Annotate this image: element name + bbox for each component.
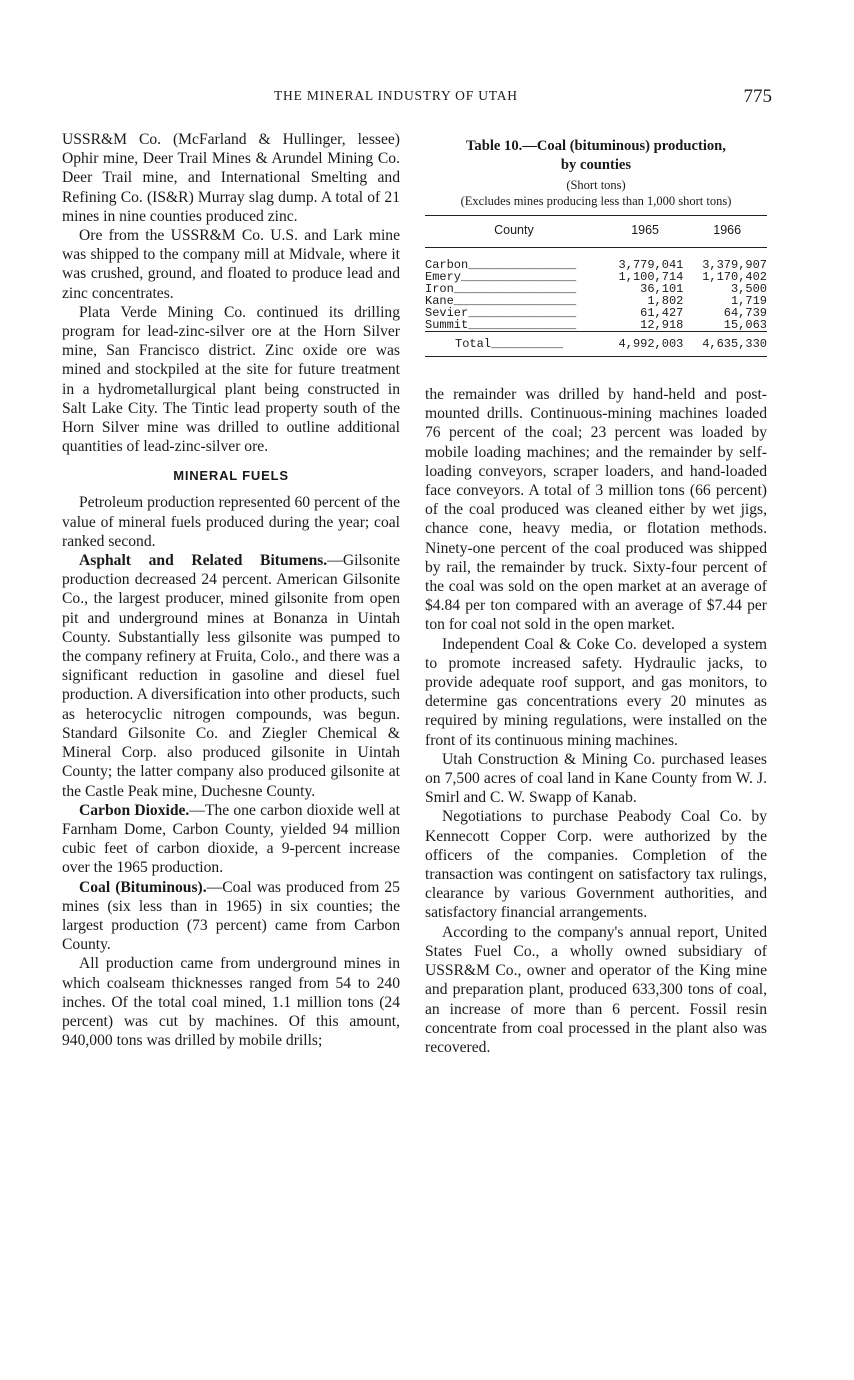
table-title — [425, 137, 767, 175]
total-label-cell — [425, 332, 603, 357]
leader-dots: _______________ — [468, 318, 577, 332]
table-units: (Short tons) — [566, 178, 626, 192]
paragraph-coal-text: —Coal was produced from 25 mines (six less than in 1965) in six counties; the largest production (73 percent) came from Carbon County. — [62, 878, 400, 954]
table-header-row — [425, 216, 767, 248]
running-title: THE MINERAL INDUSTRY OF UTAH — [274, 88, 518, 103]
page-number: 775 — [743, 86, 772, 107]
value-1965-cell: 36,101 — [640, 282, 684, 296]
leader-dots: _________________ — [453, 282, 577, 296]
page-header — [62, 86, 772, 112]
value-1966-cell: 3,379,907 — [702, 258, 767, 272]
total-label: Total — [455, 337, 492, 351]
paragraph-coal — [62, 878, 400, 955]
paragraph-carbon-dioxide — [62, 801, 400, 878]
total-1966-cell: 4,635,330 — [687, 332, 767, 357]
paragraph-asphalt — [62, 551, 400, 801]
leader-dots: _________________ — [453, 294, 577, 308]
paragraph-drilling-loading: the remainder was drilled by hand-held and post-mounted drills. Continuous-mining machines loaded 76 percent of the coal; 23 percent was loaded by mobile loading machines; and the remainder by self-loading conveyors, scraper loaders, and hand-loaded face conveyors. A total of 3 million tons (66 percent) of the coal produced was cleaned either by wet jigs, chance cone, heavy media, or flotation methods. Ninety-one percent of the coal produced was shipped by rail, the remainder by truck. Sixty-four percent of the coal was sold on the open market at an average of $4.84 per ton compared with an average of $7.44 per ton for coal not sold in the open market. — [425, 386, 767, 634]
table-row — [425, 248, 767, 272]
paragraph-carbon-dioxide-text: —The one carbon dioxide well at Farnham Dome, Carbon County, yielded 94 million cubic feet of carbon dioxide, a 9-percent increase over the 1965 production. — [62, 801, 400, 877]
county-name: Sevier — [425, 306, 469, 320]
paragraph-independent-coal: Independent Coal & Coke Co. developed a system to promote increased safety. Hydraulic jacks, to provide adequate roof support, and gas monitors, to determine gas concentrations every 20 minutes as required by mining regulations, were installed on the front of its continuous mining machines. — [425, 635, 767, 749]
value-1966-cell: 15,063 — [723, 318, 767, 332]
run-in-heading-carbon-dioxide: Carbon Dioxide. — [79, 801, 190, 819]
total-1965-cell: 4,992,003 — [603, 332, 688, 357]
paragraph-peabody-negotiations: Negotiations to purchase Peabody Coal Co. by Kennecott Copper Corp. were authorized by the officers of the companies. Completion of the transaction was contingent on satisfactory tax rulings, clearance by various Government authorities, and satisfactory financial arrangements. — [425, 808, 767, 922]
value-1965-cell: 12,918 — [640, 318, 684, 332]
leader-dots: ________________ — [461, 270, 577, 284]
county-name: Iron — [425, 282, 454, 296]
paragraph-petroleum: Petroleum production represented 60 percent of the value of mineral fuels produced during the year; coal ranked second. — [62, 494, 400, 550]
value-1965-cell: 1,100,714 — [618, 270, 684, 284]
county-cell — [425, 248, 603, 272]
value-1966-cell: 64,739 — [723, 306, 767, 320]
table-bottom-rule — [425, 356, 767, 357]
column-header-county: County — [425, 216, 603, 248]
leader-dots: __________ — [491, 337, 564, 351]
coal-production-table-block — [425, 137, 767, 357]
value-1965-cell: 3,779,041 — [618, 258, 684, 272]
column-header-1966: 1966 — [687, 216, 767, 248]
county-name: Summit — [425, 318, 469, 332]
paragraph-utah-construction: Utah Construction & Mining Co. purchased leases on 7,500 acres of coal land in Kane County from W. J. Smirl and C. W. Swapp of Kanab. — [425, 750, 767, 807]
right-column — [425, 385, 767, 1057]
coal-production-table — [425, 215, 767, 357]
value-1966-cell: 1,170,402 — [702, 270, 767, 284]
table-title-line-2: by counties — [560, 157, 632, 173]
paragraph-zinc-mines: USSR&M Co. (McFarland & Hullinger, lessee) Ophir mine, Deer Trail Mines & Arundel Mining Co. Deer Trail mine, and International Smelting and Refining Co. (IS&R) Murray slag dump. A total of 21 mines in nine counties produced zinc. — [62, 131, 400, 225]
value-1965-cell: 61,427 — [640, 306, 684, 320]
paragraph-us-fuel: According to the company's annual report, United States Fuel Co., a wholly owned subsidiary of USSR&M Co., owner and operator of the King mine and preparation plant, produced 633,300 tons of coal, an increase of more than 6 percent. Fossil resin concentrate from coal processed in the plant also was recovered. — [425, 923, 767, 1056]
paragraph-asphalt-text: —Gilsonite production decreased 24 percent. American Gilsonite Co., the largest producer, mined gilsonite from open pit and underground mines at Bonanza in Uintah County. Substantially less gilsonite was pumped to the company refinery at Fruita, Colo., and there was a significant reduction in gasoline and diesel fuel production. A diversification into other products, such as heterocyclic nitrogen compounds, was begun. Standard Gilsonite Co. and Ziegler Chemical & Mineral Corp. also produced gilsonite in Uintah County; the latter company also produced gilsonite at the Castle Peak mine, Duchesne County. — [62, 552, 400, 800]
run-in-heading-coal: Coal (Bituminous). — [79, 878, 207, 896]
paragraph-plata-verde: Plata Verde Mining Co. continued its drilling program for lead-zinc-silver ore at the Horn Silver mine, San Francisco district. Zinc oxide ore was mined and stockpiled at the site for future treatment in a hydrometallurgical plant being constructed in Salt Lake City. The Tintic lead property south of the Horn Silver mine was drilled to outline additional quantities of lead-zinc-silver ore. — [62, 303, 400, 456]
paragraph-ussrm-ore: Ore from the USSR&M Co. U.S. and Lark mine was shipped to the company mill at Midvale, where it was crushed, ground, and floated to produce lead and zinc concentrates. — [62, 227, 400, 302]
value-1965-cell: 1,802 — [647, 294, 684, 308]
column-header-1965: 1965 — [603, 216, 688, 248]
left-column — [62, 130, 400, 1050]
county-name: Kane — [425, 294, 454, 308]
county-cell — [425, 319, 603, 332]
leader-dots: _______________ — [468, 258, 577, 272]
table-row — [425, 319, 767, 332]
value-1966-cell: 3,500 — [730, 282, 767, 296]
county-name: Emery — [425, 270, 462, 284]
table-title-line-1: Table 10.—Coal (bituminous) production, — [466, 138, 726, 154]
run-in-heading-asphalt: Asphalt and Related Bitumens. — [79, 552, 328, 570]
value-1966-cell: 1,719 — [730, 294, 767, 308]
paragraph-underground-mines: All production came from underground mines in which coalseam thicknesses ranged from 54 to 240 inches. Of the total coal mined, 1.1 million tons (24 percent) was cut by machines. Of this amount, 940,000 tons was drilled by mobile drills; — [62, 955, 400, 1050]
leader-dots: _______________ — [468, 306, 577, 320]
table-note: (Excludes mines producing less than 1,000 short tons) — [460, 194, 732, 208]
county-name: Carbon — [425, 258, 469, 272]
table-total-row — [425, 332, 767, 357]
section-heading-mineral-fuels: MINERAL FUELS — [173, 468, 289, 484]
